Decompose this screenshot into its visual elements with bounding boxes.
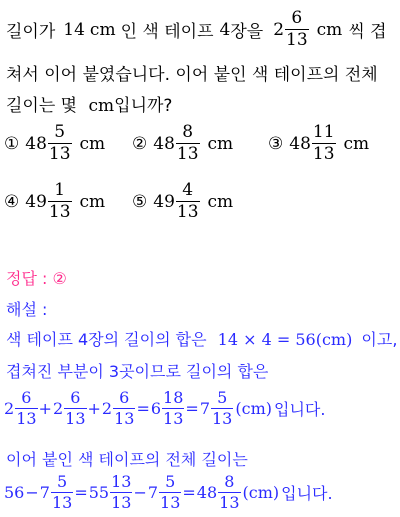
fraction-numerator: 5	[54, 122, 66, 142]
equals-sign: =	[136, 399, 150, 418]
question-line-3	[6, 91, 172, 116]
explanation-line-2: 겹쳐진 부분이 3곳이므로 길이의 합은	[6, 362, 269, 381]
fraction-term	[151, 390, 185, 427]
unit-cm: (cm)	[242, 483, 280, 502]
explanation-text: 입니다.	[281, 484, 333, 503]
fraction-whole: 48	[289, 133, 311, 154]
fraction-whole: 48	[25, 133, 47, 154]
fraction-whole: 7	[147, 483, 159, 502]
choice-5[interactable]	[132, 182, 233, 221]
unit-cm: cm	[79, 191, 106, 212]
fraction-term	[102, 390, 136, 427]
whole-number: 56	[4, 483, 25, 502]
unit-cm: cm	[89, 19, 116, 40]
question-text: 입니까?	[114, 96, 173, 116]
unit-cm: cm	[316, 19, 343, 40]
fraction-denominator: 13	[51, 493, 73, 512]
fraction-denominator: 13	[312, 144, 335, 164]
question-text: 길이가	[6, 22, 56, 42]
choice-2[interactable]	[132, 124, 233, 163]
fraction-whole: 7	[199, 399, 210, 418]
fraction-numerator: 18	[163, 388, 184, 407]
choice-mark: ⑤	[132, 191, 148, 212]
fraction-whole: 49	[25, 191, 47, 212]
fraction-term	[40, 474, 74, 511]
fraction-numerator: 11	[312, 122, 335, 142]
explanation-line-3	[4, 390, 325, 427]
explanation-line-1	[6, 327, 397, 350]
equals-sign: =	[185, 399, 199, 418]
choice-4[interactable]	[4, 182, 105, 221]
overlap-fraction	[273, 10, 308, 49]
unit-cm: cm	[207, 133, 234, 154]
fraction-numerator: 5	[217, 388, 228, 407]
fraction-denominator: 13	[212, 409, 233, 428]
fraction-denominator: 13	[111, 493, 132, 512]
fraction-term	[4, 390, 38, 427]
choice-mark: ③	[268, 133, 284, 154]
fraction-numerator: 8	[182, 122, 194, 142]
equals-sign: =	[182, 483, 196, 502]
fraction-numerator: 1	[54, 180, 66, 200]
unit-cm: cm	[207, 191, 234, 212]
question-text: 인 색 테이프	[120, 22, 214, 42]
fraction-whole: 2	[273, 19, 285, 40]
fraction-term	[200, 390, 234, 427]
answer-line	[6, 266, 67, 289]
fraction-term	[89, 474, 133, 511]
fraction-numerator: 5	[57, 472, 68, 491]
fraction-whole: 55	[88, 483, 110, 502]
fraction-denominator: 13	[176, 144, 199, 164]
fraction-numerator: 5	[165, 472, 176, 491]
fraction-denominator: 13	[160, 493, 181, 512]
explanation-label: 해설 :	[6, 300, 48, 319]
explanation-text: 색 테이프 4장의 길이의 합은	[6, 330, 207, 349]
plus-sign: +	[87, 399, 101, 418]
unit-cm: (cm)	[235, 399, 272, 418]
minus-sign: −	[133, 483, 147, 502]
fraction-denominator: 13	[176, 202, 199, 222]
fraction-denominator: 13	[16, 409, 37, 428]
explanation-line-4: 이어 붙인 색 테이프의 전체 길이는	[6, 450, 248, 469]
answer-label: 정답 :	[6, 269, 53, 288]
unit-cm: cm	[79, 133, 106, 154]
question-text: 길이는 몇	[6, 96, 78, 116]
choice-3[interactable]	[268, 124, 369, 163]
fraction-whole: 7	[39, 483, 50, 502]
fraction-numerator: 6	[291, 8, 303, 28]
fraction-whole: 48	[153, 133, 175, 154]
fraction-denominator: 13	[65, 409, 86, 428]
question-line-2: 쳐서 이어 붙였습니다. 이어 붙인 색 테이프의 전체	[6, 65, 378, 85]
fraction-denominator: 13	[219, 493, 240, 512]
question-text: 장을	[230, 22, 264, 42]
choice-fraction	[153, 124, 199, 163]
fraction-whole: 2	[52, 399, 64, 418]
fraction-whole: 49	[153, 191, 175, 212]
explanation-line-5	[4, 474, 333, 511]
length-value: 14	[63, 19, 85, 40]
unit-cm: cm	[88, 96, 115, 116]
fraction-denominator: 13	[48, 202, 71, 222]
choice-mark: ②	[132, 133, 148, 154]
equals-sign: =	[74, 483, 88, 502]
fraction-denominator: 13	[48, 144, 71, 164]
fraction-numerator: 6	[21, 388, 32, 407]
plus-sign: +	[38, 399, 52, 418]
explanation-expression: 14 × 4 = 56(cm)	[217, 330, 353, 349]
fraction-numerator: 6	[70, 388, 81, 407]
answer-value: ②	[52, 269, 67, 288]
choice-fraction	[153, 182, 199, 221]
fraction-whole: 2	[101, 399, 113, 418]
unit-cm: cm	[343, 133, 370, 154]
fraction-term	[53, 390, 87, 427]
choice-mark: ①	[4, 133, 20, 154]
fraction-numerator: 13	[111, 472, 132, 491]
choice-1[interactable]	[4, 124, 105, 163]
fraction-term	[148, 474, 182, 511]
explanation-text: 이고,	[361, 330, 398, 349]
fraction-denominator: 13	[163, 409, 184, 428]
fraction-numerator: 4	[182, 180, 194, 200]
fraction-denominator: 13	[114, 409, 135, 428]
fraction-whole: 6	[150, 399, 162, 418]
choice-fraction	[25, 124, 71, 163]
choice-mark: ④	[4, 191, 20, 212]
fraction-whole: 48	[196, 483, 218, 502]
fraction-numerator: 6	[119, 388, 130, 407]
question-text: 씩 겹	[348, 22, 387, 42]
fraction-term	[197, 474, 241, 511]
fraction-denominator: 13	[286, 30, 308, 50]
choice-fraction	[25, 182, 71, 221]
question-line-1	[6, 10, 387, 49]
minus-sign: −	[25, 483, 39, 502]
explanation-text: 입니다.	[273, 400, 326, 419]
fraction-whole: 2	[4, 399, 15, 418]
fraction-numerator: 8	[224, 472, 235, 491]
choice-fraction	[289, 124, 335, 163]
count-value: 4	[219, 19, 231, 40]
